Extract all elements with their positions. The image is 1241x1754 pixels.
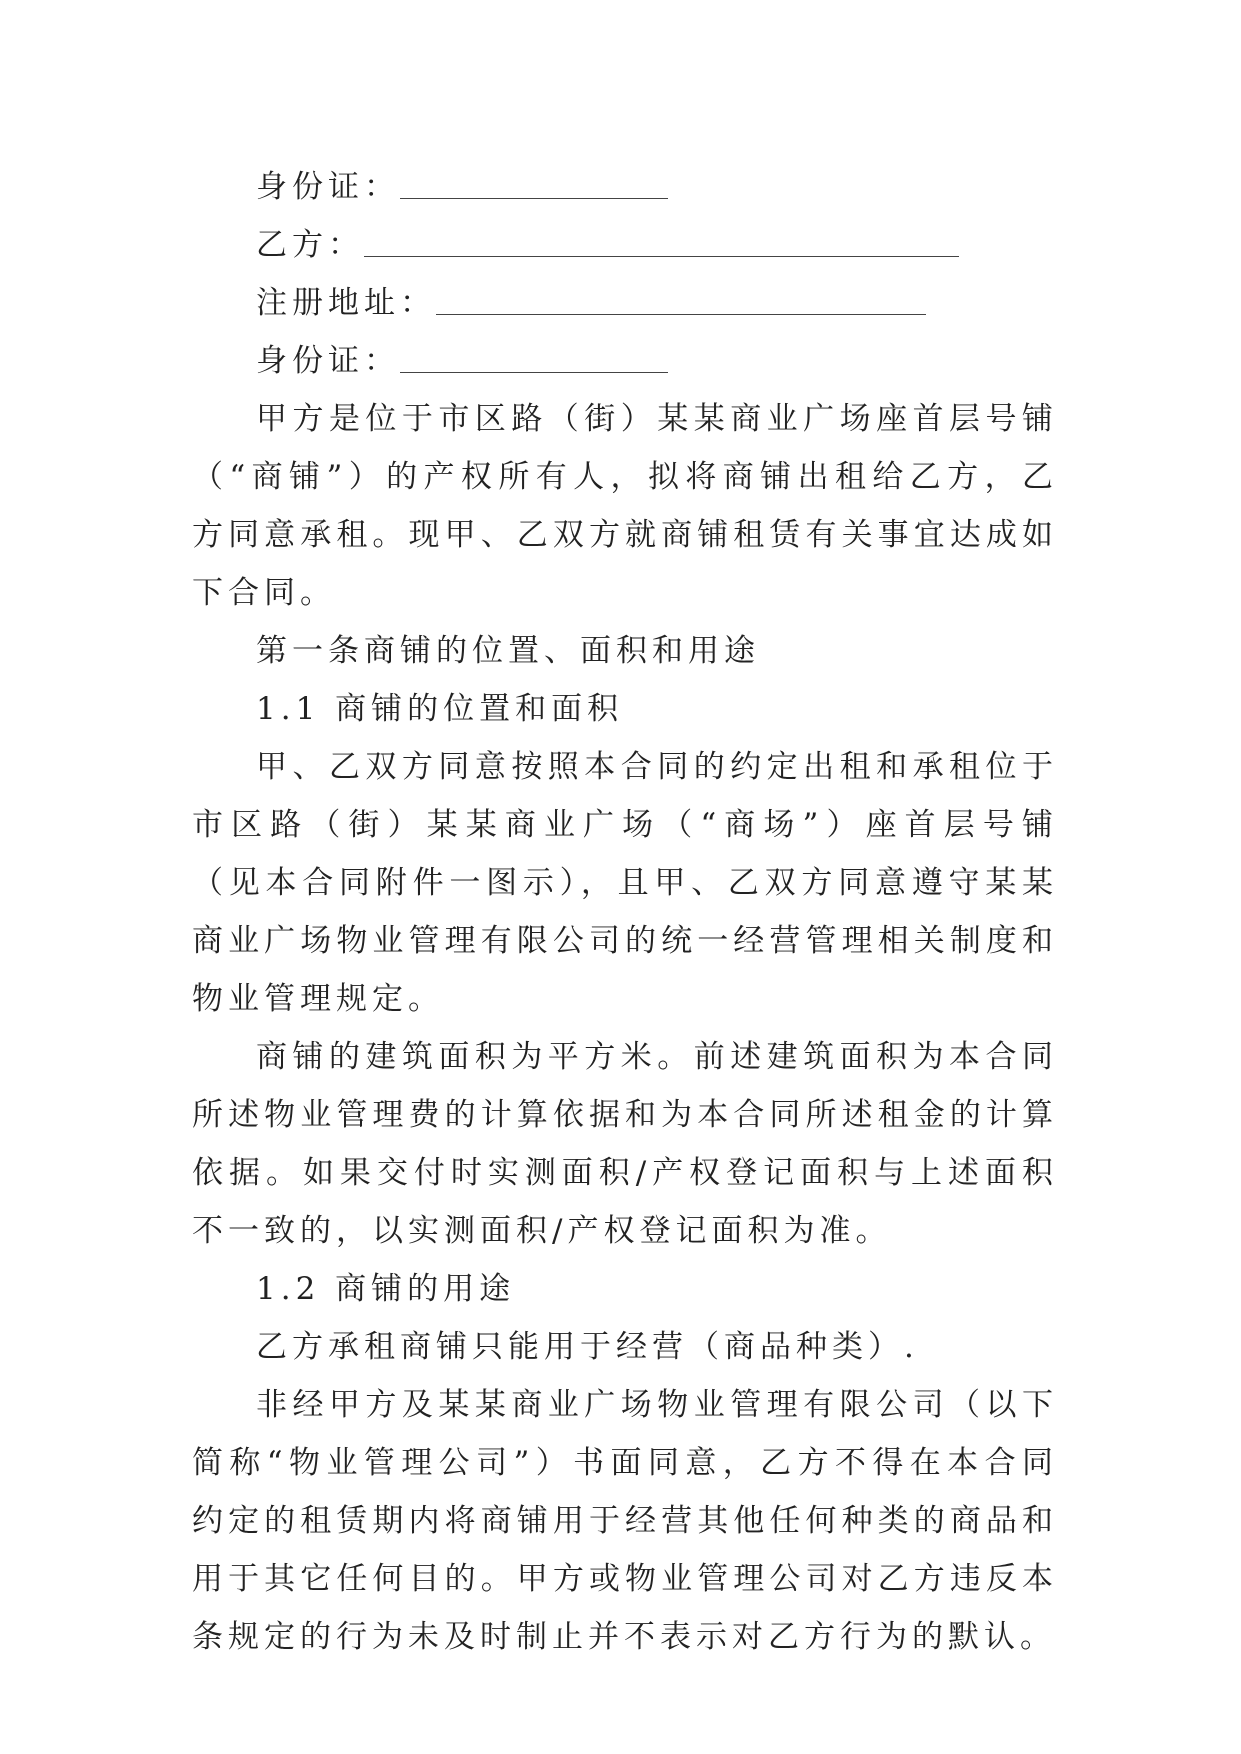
field-id-card-b <box>192 332 1058 390</box>
field-id-card-a <box>192 158 1058 216</box>
paragraph-usage: 乙方承租商铺只能用于经营（商品种类）. <box>256 1329 919 1365</box>
blank-line <box>364 226 959 257</box>
field-label: 注册地址： <box>256 285 436 321</box>
section-1-2-heading: 1.2 商铺的用途 <box>256 1271 516 1307</box>
paragraph-restriction: 非经甲方及某某商业广场物业管理有限公司（以下简称“物业管理公司”）书面同意，乙方不得在本合同约定的租赁期内将商铺用于经营其他任何种类的商品和用于其它任何目的。甲方或物业管理公司对乙方违反本条规定的行为未及时制止并不表示对乙方行为的默认。 <box>192 1387 1058 1655</box>
blank-line <box>436 284 926 315</box>
field-label: 乙方： <box>256 227 364 263</box>
field-label: 身份证： <box>256 169 400 205</box>
blank-line <box>400 342 668 373</box>
paragraph-intro: 甲方是位于市区路（街）某某商业广场座首层号铺（“商铺”）的产权所有人，拟将商铺出租给乙方，乙方同意承租。现甲、乙双方就商铺租赁有关事宜达成如下合同。 <box>192 401 1058 611</box>
section-1-1-heading: 1.1 商铺的位置和面积 <box>256 691 624 727</box>
paragraph-location: 甲、乙双方同意按照本合同的约定出租和承租位于市区路（街）某某商业广场（“商场”）座首层号铺（见本合同附件一图示），且甲、乙双方同意遵守某某商业广场物业管理有限公司的统一经营管理相关制度和物业管理规定。 <box>192 749 1058 1017</box>
article-1-heading: 第一条商铺的位置、面积和用途 <box>256 633 760 669</box>
field-registered-address <box>192 274 1058 332</box>
field-party-b <box>192 216 1058 274</box>
field-label: 身份证： <box>256 343 400 379</box>
document-body <box>192 158 1058 1666</box>
paragraph-area: 商铺的建筑面积为平方米。前述建筑面积为本合同所述物业管理费的计算依据和为本合同所述租金的计算依据。如果交付时实测面积/产权登记面积与上述面积不一致的，以实测面积/产权登记面积为准。 <box>192 1039 1058 1249</box>
blank-line <box>400 168 668 199</box>
